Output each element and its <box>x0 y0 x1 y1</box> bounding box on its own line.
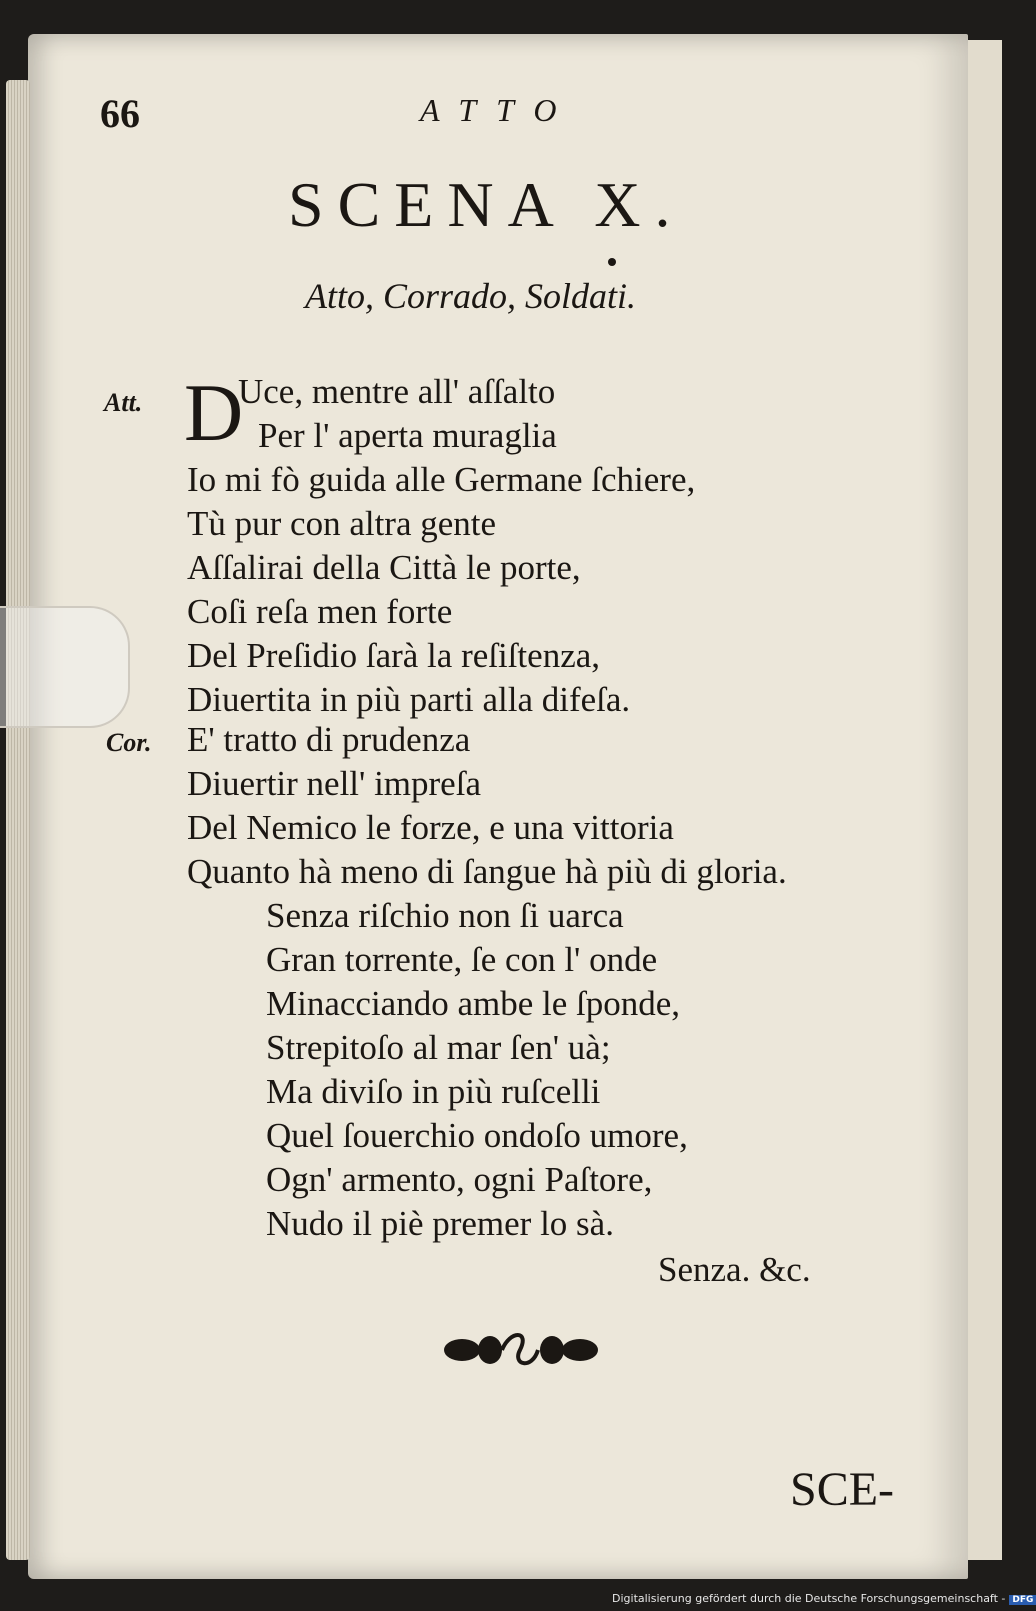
speaker-label: Cor. <box>106 728 152 757</box>
ornament-icon <box>440 1325 600 1375</box>
aria-line: Ma diviſo in più ruſcelli <box>266 1072 601 1111</box>
aria-line: Quel ſouerchio ondoſo umore, <box>266 1116 688 1155</box>
page-stack-edge <box>6 80 30 1560</box>
aria-line: Minacciando ambe le ſponde, <box>266 984 681 1023</box>
verse-line: Tù pur con altra gente <box>187 504 497 543</box>
verse-line: Del Nemico le forze, e una vittoria <box>187 808 674 847</box>
aria-line: Strepitoſo al mar ſen' uà; <box>266 1028 611 1067</box>
aria-repeat: Senza. &c. <box>658 1250 811 1289</box>
digitization-credit <box>612 1592 1036 1605</box>
scene-title: SCENA X. <box>288 169 685 240</box>
divider-dot <box>608 258 616 266</box>
drop-cap: D <box>184 367 244 458</box>
speaker-label: Att. <box>104 388 143 417</box>
verse-line: Quanto hà meno di ſangue hà più di gloria. <box>187 852 787 891</box>
aria-line: Nudo il piè premer lo sà. <box>266 1204 614 1243</box>
verse-line: Uce, mentre all' aſſalto <box>238 372 556 411</box>
cast-list: Atto, Corrado, Soldati. <box>305 276 637 316</box>
page-number: 66 <box>100 91 140 136</box>
verse-line: Del Preſidio ſarà la reſiſtenza, <box>187 636 601 675</box>
verse-line: Coſi reſa men forte <box>187 592 453 631</box>
verse-line: Diuertir nell' impreſa <box>187 764 481 803</box>
verse-line: E' tratto di prudenza <box>187 720 471 759</box>
verse-line: Diuertita in più parti alla difeſa. <box>187 680 631 719</box>
credit-text: Digitalisierung gefördert durch die Deutsche Forschungsgemeinschaft - <box>612 1592 1006 1605</box>
dfg-logo-icon: DFG <box>1009 1595 1036 1605</box>
running-head: ATTO <box>420 92 577 128</box>
catchword: SCE- <box>790 1463 895 1516</box>
verse-line: Aſſalirai della Città le porte, <box>187 548 581 587</box>
aria-line: Ogn' armento, ogni Paſtore, <box>266 1160 653 1199</box>
page-clip-tab <box>0 606 130 728</box>
verse-line: Per l' aperta muraglia <box>258 416 557 455</box>
verse-line: Io mi fò guida alle Germane ſchiere, <box>187 460 696 499</box>
aria-line: Gran torrente, ſe con l' onde <box>266 940 658 979</box>
aria-line: Senza riſchio non ſi uarca <box>266 896 624 935</box>
